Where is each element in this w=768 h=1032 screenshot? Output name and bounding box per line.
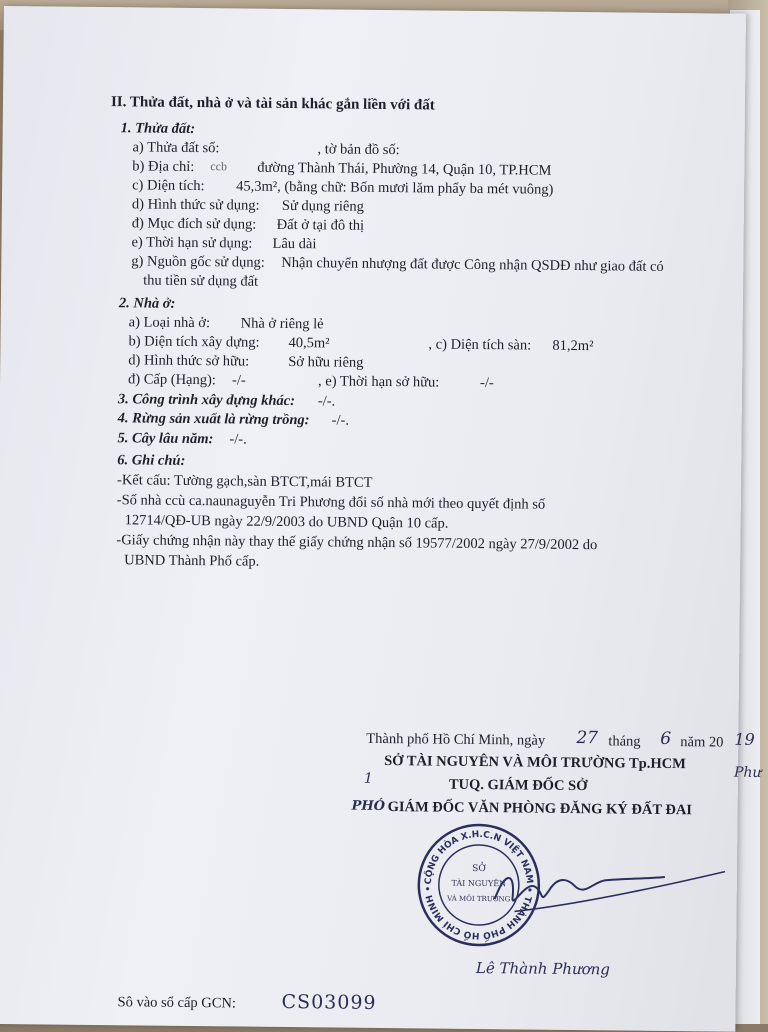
land-purpose-value: Đất ở tại đô thị [276,216,365,234]
land-address-number: ccb [210,159,228,174]
registry-label: Sô vào sổ cấp GCN: [117,994,237,1012]
note-structure: -Kết cấu: Tường gạch,sàn BTCT,mái BTCT [116,472,373,491]
signer-name: Lê Thành Phương [475,958,611,979]
handwritten-signature [474,851,735,934]
land-origin-value: Nhận chuyển nhượng đất được Công nhận QSDĐ như giao đất có [281,254,664,275]
land-address-label: b) Địa chỉ: [132,158,195,176]
signer-authority: TUQ. GIÁM ĐỐC SỞ [448,776,588,795]
house-heading: 2. Nhà ở: [118,295,176,312]
house-floor-area-label: , c) Diện tích sàn: [428,336,532,354]
issue-year-label: năm 20 [680,734,724,751]
land-origin-value-2: thu tiền sử dụng đất [143,272,259,290]
production-forest-heading: 4. Rừng sản xuất là rừng trồng: [117,410,310,429]
note-decision: 12714/QĐ-UB ngày 22/9/2003 do UBND Quận 10 cấp. [124,512,449,532]
signer-title: GIÁM ĐỐC VĂN PHÒNG ĐĂNG KÝ ĐẤT ĐAI [387,799,693,819]
issue-month: 6 [660,728,672,750]
production-forest-value: -/-. [331,412,350,429]
other-construction-value: -/-. [317,393,336,410]
land-area-label: c) Diện tích: [132,177,205,195]
issuing-organization: SỞ TÀI NGUYÊN VÀ MÔI TRƯỜNG Tp.HCM [384,753,686,773]
land-use-form-value: Sử dụng riêng [281,197,364,215]
house-ownership-term-value: -/- [479,375,494,392]
note-issuer: UBND Thành Phố cấp. [124,552,260,570]
perennial-trees-heading: 5. Cây lâu năm: [117,430,214,448]
seal-outer-text: CỘNG HÒA X.H.C.N VIỆT NAM • THÀNH PHỐ HỒ CHÍ MINH • [423,829,534,941]
land-term-label: e) Thời hạn sử dụng: [131,234,253,252]
house-type-label: a) Loại nhà ở: [128,314,211,332]
house-ownership-label: d) Hình thức sở hữu: [128,352,250,370]
house-ownership-value: Sở hữu riêng [288,353,364,371]
note-house-number: -Số nhà ccù ca.naunaguyễn Tri Phương đổi số nhà mới theo quyết định số [116,492,546,513]
side-note: Phư [733,764,762,781]
land-origin-label: g) Nguồn gốc sử dụng: [131,253,265,271]
house-build-area-label: b) Diện tích xây dựng: [128,333,260,351]
house-build-area-value: 40,5m² [288,334,330,352]
margin-mark: 1 [363,770,373,787]
notes-heading: 6. Ghi chú: [117,452,186,469]
registry-number: CS03099 [281,990,377,1014]
issue-year: 19 [734,729,755,749]
land-address-value: đường Thành Thái, Phường 14, Quận 10, TP.HCM [257,159,552,179]
perennial-trees-value: -/-. [229,431,247,448]
land-term-value: Lâu dài [272,235,317,253]
signer-title-prefix: PHÓ [351,798,386,815]
seal-line-3: VÀ MÔI TRƯỜNG [447,894,511,904]
house-type-value: Nhà ở riêng lẻ [240,315,324,333]
seal-line-1: SỞ [472,863,486,875]
land-heading: 1. Thửa đất: [120,120,196,138]
issue-day: 27 [576,728,599,749]
land-use-form-label: d) Hình thức sử dụng: [131,196,260,214]
certificate-page [0,6,762,1032]
land-area-value: 45,3m², (bằng chữ: Bốn mươi lăm phẩy ba mét vuông) [236,178,554,198]
land-map-label: , tờ bản đồ số: [317,141,400,159]
land-parcel-label: a) Thửa đất số: [132,139,220,157]
other-construction-heading: 3. Công trình xây dựng khác: [117,391,296,410]
issue-date-prefix: Thành phố Hồ Chí Minh, ngày [366,730,546,749]
section-title: II. Thửa đất, nhà ở và tài sản khác gắn liền với đất [110,94,435,114]
house-grade-label: đ) Cấp (Hạng): [128,371,216,389]
seal-line-2: TÀI NGUYÊN [451,878,507,889]
land-purpose-label: đ) Mục đích sử dụng: [131,215,257,233]
house-ownership-term-label: , e) Thời hạn sở hữu: [318,373,440,391]
house-floor-area-value: 81,2m² [552,337,594,355]
house-grade-value: -/- [232,372,246,389]
issue-month-label: tháng [608,733,641,750]
note-replacement: -Giấy chứng nhận này thay thế giấy chứng nhận số 19577/2002 ngày 27/9/2002 do [116,532,598,554]
